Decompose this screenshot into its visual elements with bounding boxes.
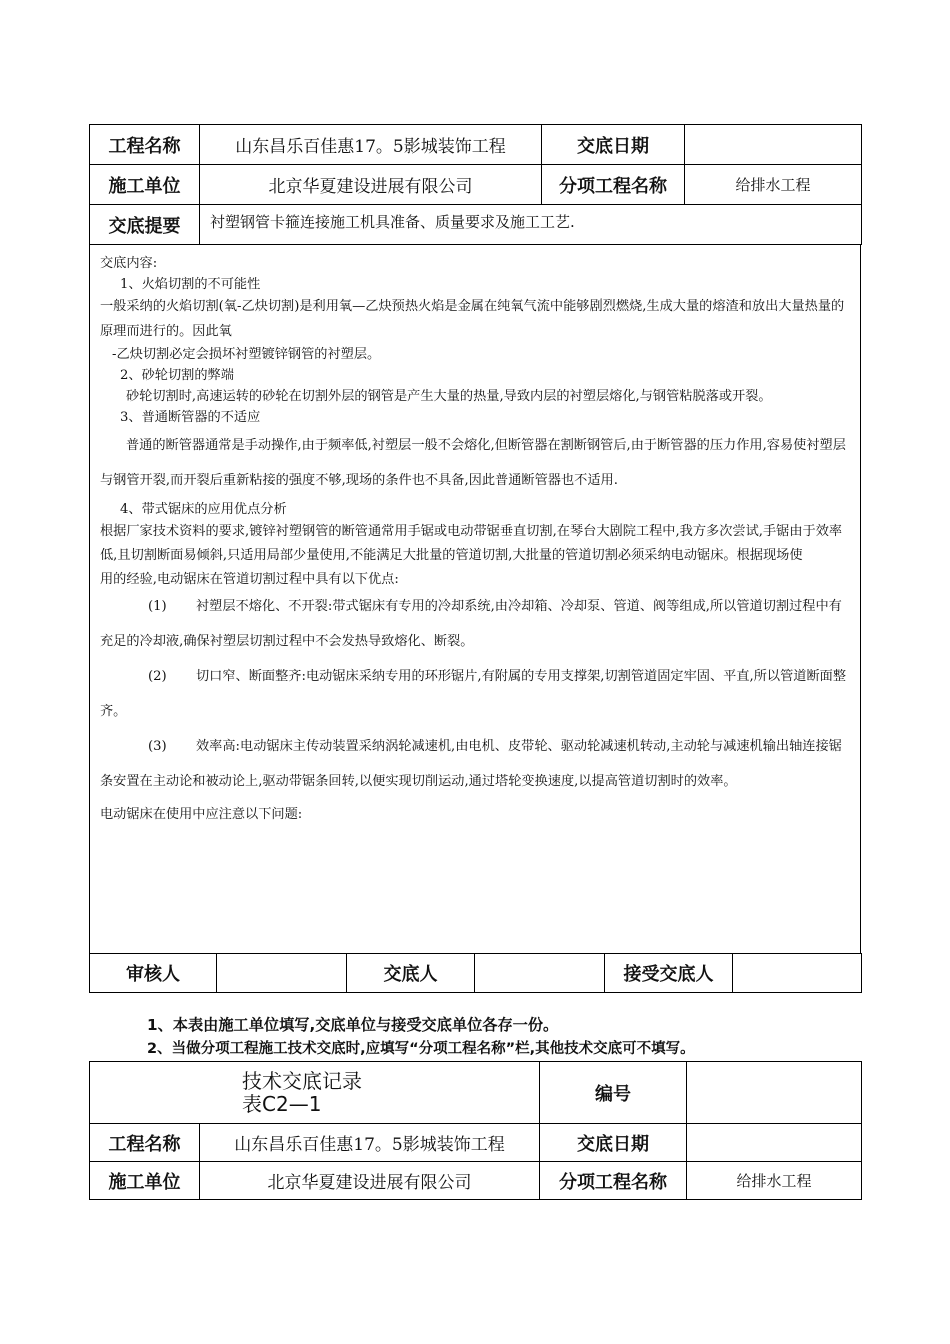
form-title-line2: 表C2—1 bbox=[242, 1091, 322, 1116]
unit-value: 北京华夏建设进展有限公司 bbox=[200, 165, 542, 205]
page2-date-value bbox=[687, 1124, 862, 1162]
page2-sub-project-value: 给排水工程 bbox=[687, 1162, 862, 1200]
section-4-paragraph: 根据厂家技术资料的要求,镀锌衬塑钢管的断管通常用手锯或电动带锯垂直切割,在琴台大剧院工程中,我方多次尝试,手锯由于效率低,且切割断面易倾斜,只适用局部少量使用,不能满足大批量的管道切割,大批量的管道切割必须采纳电动锯床。根据现场使 bbox=[100, 523, 843, 564]
page2-project-name-value: 山东昌乐百佳惠17。5影城装饰工程 bbox=[200, 1124, 540, 1162]
item-number: (1) bbox=[148, 598, 167, 614]
header-table bbox=[89, 124, 862, 245]
unit-label: 施工单位 bbox=[90, 165, 200, 205]
item-number: (2) bbox=[148, 668, 167, 684]
advantage-item-3 bbox=[100, 730, 854, 800]
content-heading: 交底内容: bbox=[100, 256, 158, 271]
summary-label: 交底提要 bbox=[90, 205, 200, 245]
receiver-label: 接受交底人 bbox=[605, 954, 733, 993]
section-4-paragraph-cont: 用的经验,电动锯床在管道切割过程中具有以下优点: bbox=[100, 571, 399, 587]
advantage-item-1 bbox=[100, 590, 854, 660]
page2-header-table bbox=[89, 1061, 862, 1200]
project-name-label: 工程名称 bbox=[90, 125, 200, 165]
discloser-label: 交底人 bbox=[347, 954, 475, 993]
note-1: 1、本表由施工单位填写,交底单位与接受交底单位各存一份。 bbox=[147, 1016, 559, 1034]
reviewer-label: 审核人 bbox=[90, 954, 217, 993]
page2-date-label: 交底日期 bbox=[540, 1124, 687, 1162]
section-3-paragraph: 普通的断管器通常是手动操作,由于频率低,衬塑层一般不会熔化,但断管器在割断钢管后,由于断管器的压力作用,容易使衬塑层与钢管开裂,而开裂后重新粘接的强度不够,现场的条件也不具备,因此普通断管器也不适用. bbox=[100, 437, 846, 488]
sub-project-label: 分项工程名称 bbox=[542, 165, 685, 205]
disclosure-form-page1 bbox=[89, 124, 861, 993]
disclosure-content bbox=[89, 245, 861, 953]
note-2: 2、当做分项工程施工技术交底时,应填写“分项工程名称”栏,其他技术交底可不填写。 bbox=[147, 1041, 695, 1058]
summary-value: 衬塑钢管卡箍连接施工机具准备、质量要求及施工工艺. bbox=[200, 205, 862, 245]
project-name-value: 山东昌乐百佳惠17。5影城装饰工程 bbox=[200, 125, 542, 165]
form-title bbox=[90, 1062, 540, 1124]
section-3-title: 3、普通断管器的不适应 bbox=[120, 410, 261, 426]
discloser-field[interactable] bbox=[475, 954, 605, 993]
section-1-paragraph: 一般采纳的火焰切割(氧-乙炔切割)是利用氧—乙炔预热火焰是金属在纯氧气流中能够剧烈燃烧,生成大量的熔渣和放出大量热量的原理而进行的。因此氧 bbox=[100, 299, 845, 339]
number-value bbox=[687, 1062, 862, 1124]
section-2-paragraph: 砂轮切割时,高速运转的砂轮在切割外层的钢管是产生大量的热量,导致内层的衬塑层熔化,与钢管粘脱落或开裂。 bbox=[126, 389, 772, 405]
section-1-paragraph-cont: -乙炔切割必定会损坏衬塑镀锌钢管的衬塑层。 bbox=[112, 347, 381, 363]
item-text: 效率高:电动锯床主传动装置采纳涡轮减速机,由电机、皮带轮、驱动轮减速机转动,主动轮与减速机输出轴连接锯条安置在主动论和被动论上,驱动带锯条回转,以便实现切削运动,通过塔轮变换速度,以提高管道切割时的效率。 bbox=[100, 738, 842, 789]
section-2-title: 2、砂轮切割的弊端 bbox=[120, 368, 234, 384]
page2-unit-label: 施工单位 bbox=[90, 1162, 200, 1200]
receiver-field[interactable] bbox=[733, 954, 862, 993]
item-text: 衬塑层不熔化、不开裂:带式锯床有专用的冷却系统,由冷却箱、冷却泵、管道、阀等组成,所以管道切割过程中有充足的冷却液,确保衬塑层切割过程中不会发热导致熔化、断裂。 bbox=[100, 598, 842, 649]
reviewer-field[interactable] bbox=[217, 954, 347, 993]
form-notes bbox=[89, 1013, 861, 1062]
advantage-item-2 bbox=[100, 660, 854, 730]
form-title-line1: 技术交底记录 bbox=[242, 1068, 362, 1093]
closing-line: 电动锯床在使用中应注意以下问题: bbox=[100, 806, 303, 822]
section-1-title: 1、火焰切割的不可能性 bbox=[120, 277, 261, 293]
date-label: 交底日期 bbox=[542, 125, 685, 165]
item-number: (3) bbox=[148, 738, 167, 754]
sub-project-value: 给排水工程 bbox=[685, 165, 862, 205]
disclosure-form-page2 bbox=[89, 1061, 861, 1200]
number-label: 编号 bbox=[540, 1062, 687, 1124]
page2-project-name-label: 工程名称 bbox=[90, 1124, 200, 1162]
page2-sub-project-label: 分项工程名称 bbox=[540, 1162, 687, 1200]
date-value bbox=[685, 125, 862, 165]
item-text: 切口窄、断面整齐:电动锯床采纳专用的环形锯片,有附属的专用支撑架,切割管道固定牢固、平直,所以管道断面整齐。 bbox=[100, 668, 847, 719]
signature-table bbox=[89, 953, 862, 993]
page2-unit-value: 北京华夏建设进展有限公司 bbox=[200, 1162, 540, 1200]
section-4-title: 4、带式锯床的应用优点分析 bbox=[120, 501, 287, 517]
